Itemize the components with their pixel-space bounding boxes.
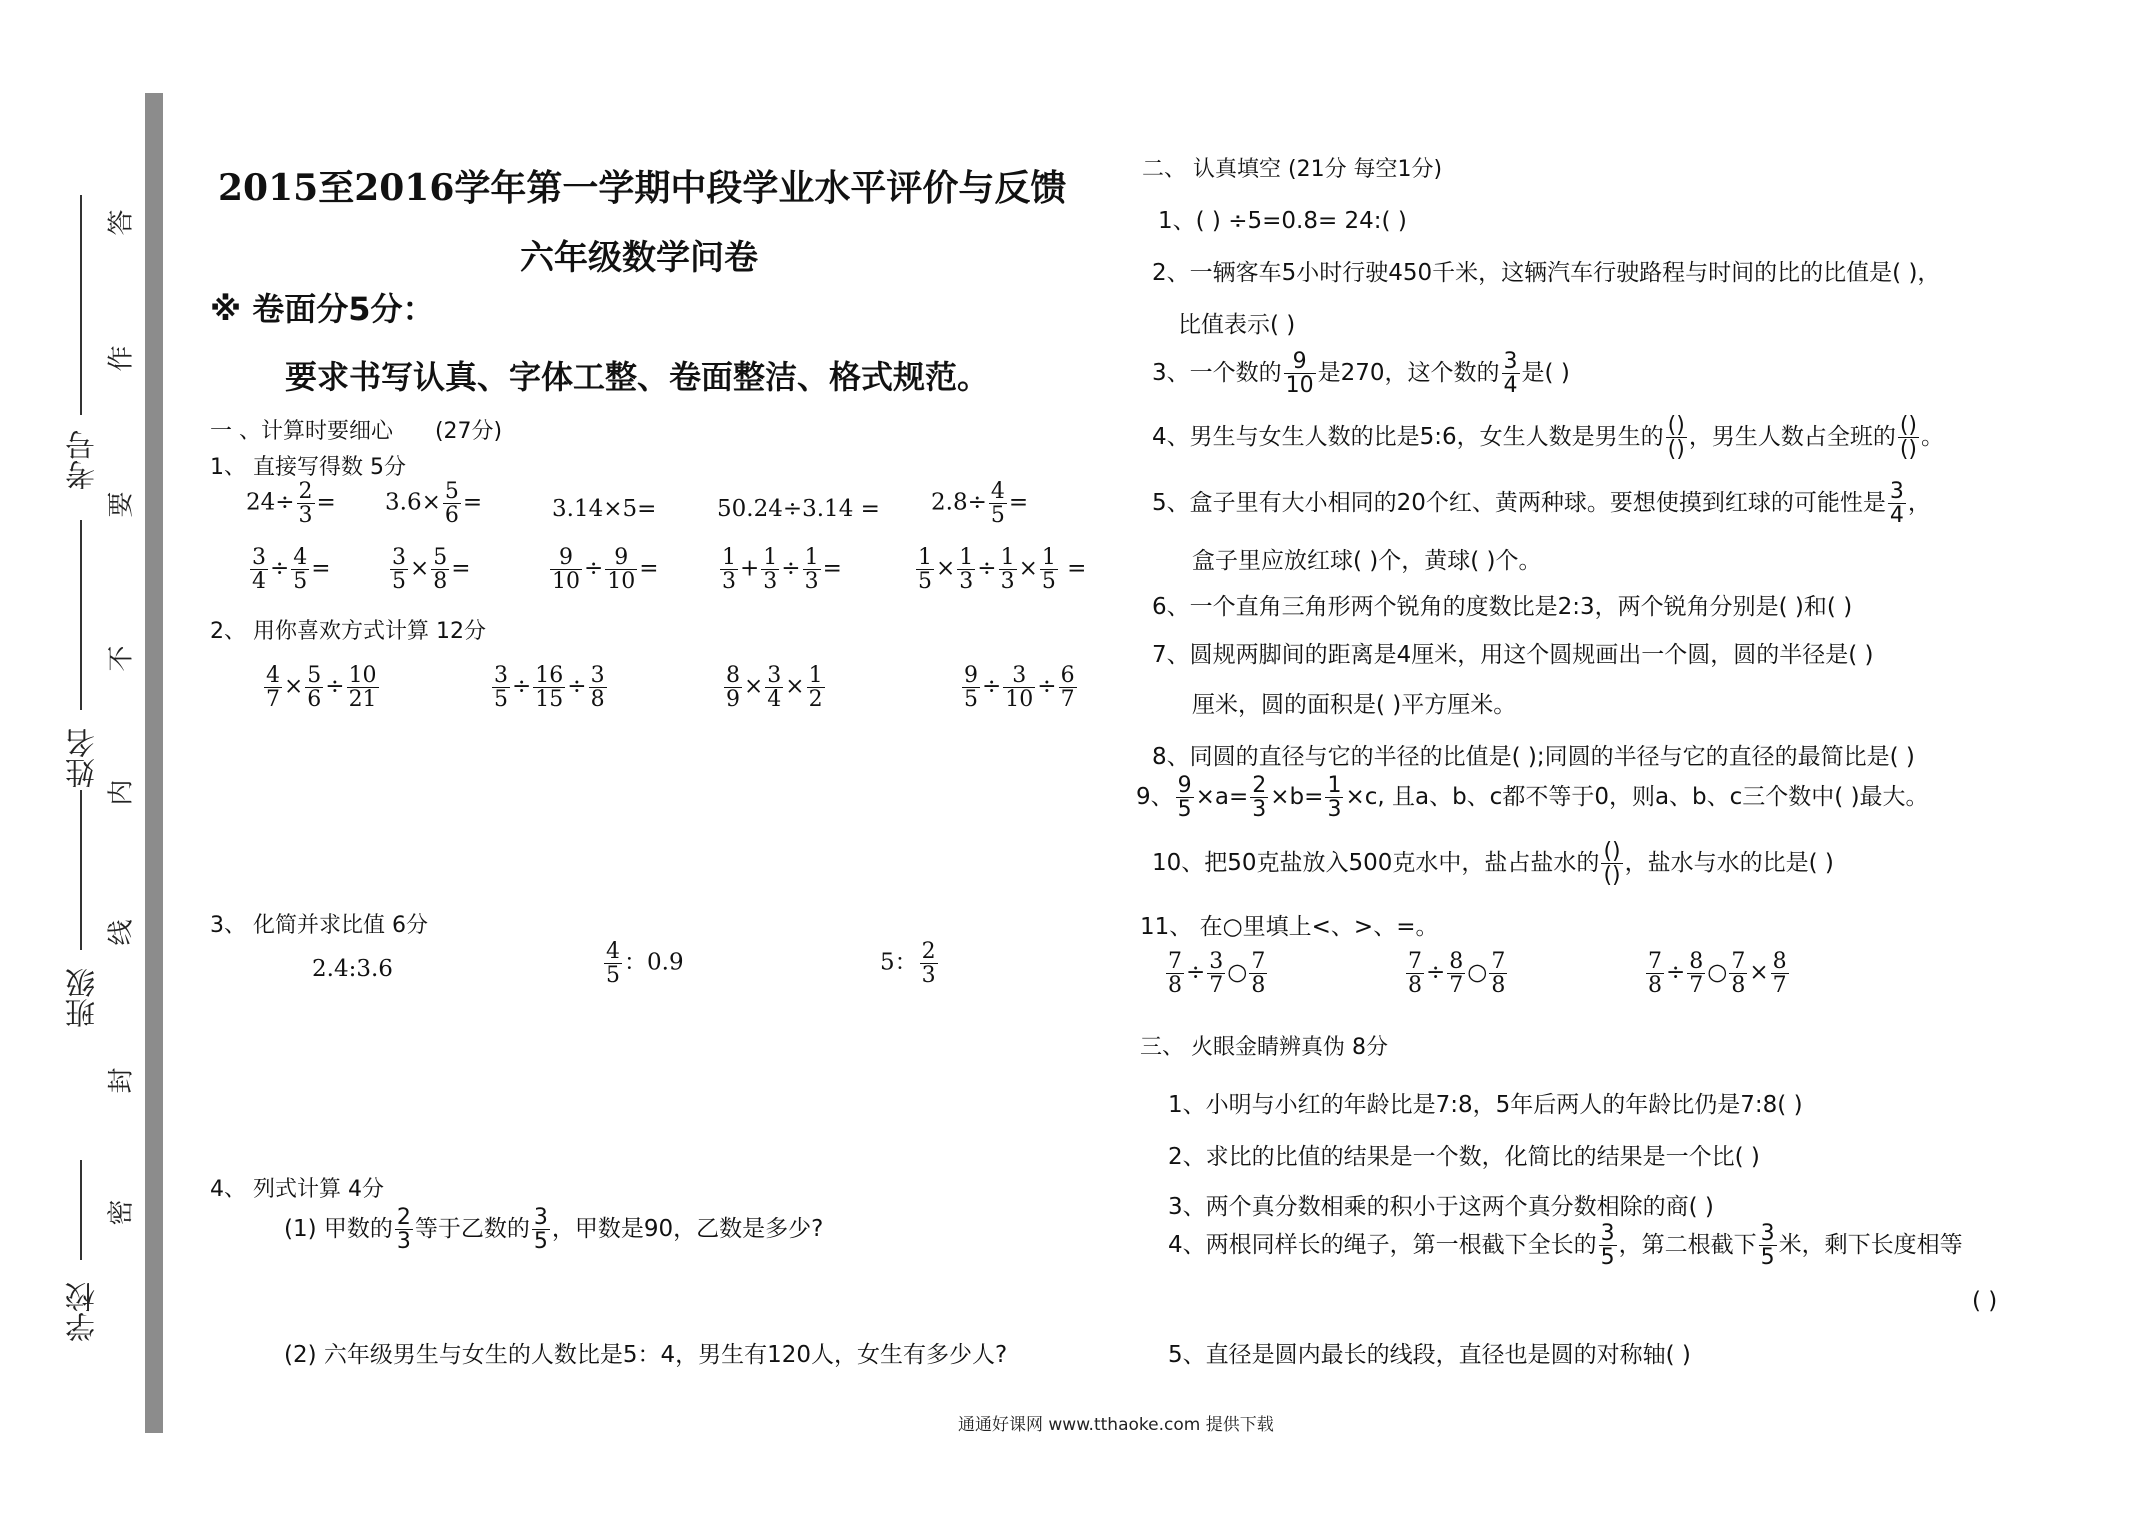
fill-q7-line2: 厘米，圆的面积是( )平方厘米。 <box>1192 692 1517 718</box>
fill-q9: 9、 $\frac{9}{5}$ ×a= $\frac{2}{3}$ ×b= $\frac{1}{3}$ ×c, 且a、b、c都不等于0，则a、b、c三个数中( )最大。 <box>1136 773 1929 823</box>
label-exam-number: 考号 <box>66 430 101 490</box>
writing-requirement: 要求书写认真、字体工整、卷面整洁、格式规范。 <box>285 358 990 396</box>
fill-q8: 8、同圆的直径与它的半径的比值是( );同圆的半径与它的直径的最简比是( ) <box>1152 744 1915 770</box>
compare-item-2: $\frac{7}{8}$ ÷ $\frac{8}{7}$ ○ $\frac{7}{8}$ <box>1408 949 1506 999</box>
fill-q5-line2: 盒子里应放红球( )个，黄球( )个。 <box>1192 548 1542 574</box>
ratio-item-1: 2.4:3.6 <box>312 956 393 982</box>
section3-title: 三、 火眼金睛辨真伪 8分 <box>1140 1035 1388 1060</box>
mental-item-5: 2.8÷ $\frac{4}{5}$ = <box>931 479 1029 529</box>
footer-source: 通通好课网 www.tthaoke.com 提供下载 <box>958 1415 1274 1435</box>
compare-item-3: $\frac{7}{8}$ ÷ $\frac{8}{7}$ ○ $\frac{7}{8}$ × $\frac{8}{7}$ <box>1648 949 1787 999</box>
calc-item-4: $\frac{9}{5}$ ÷ $\frac{3}{10}$ ÷ $\frac{6}{7}$ <box>964 663 1075 713</box>
mental-item-3: 3.14×5= <box>552 496 657 522</box>
part1-title: 1、 直接写得数 5分 <box>210 455 406 480</box>
seal-char-7: 封 <box>106 1067 137 1094</box>
mental-item-7: $\frac{3}{5}$ × $\frac{5}{8}$ = <box>392 545 471 595</box>
fill-q4: 4、男生与女生人数的比是5:6，女生人数是男生的 $\frac{()}{()}$ ，男生人数占全班的 $\frac{()}{()}$ 。 <box>1152 413 1944 463</box>
fill-q10: 10、把50克盐放入500克水中，盐占盐水的 $\frac{()}{()}$ ，盐水与水的比是( ) <box>1152 839 1834 889</box>
mental-item-2: 3.6× $\frac{5}{6}$ = <box>385 479 483 529</box>
ratio-item-2: $\frac{4}{5}$ ：0.9 <box>606 939 684 989</box>
judge-q4: 4、两根同样长的绳子，第一根截下全长的 $\frac{3}{5}$ ，第二根截下 $\frac{3}{5}$ 米，剩下长度相等 <box>1168 1221 1963 1271</box>
section1-title: 一 、计算时要细心 (27分) <box>210 419 503 444</box>
seal-char-1: 答 <box>106 209 137 236</box>
fill-q5-line1: 5、盒子里有大小相同的20个红、黄两种球。要想使摸到红球的可能性是 $\frac{3}{4}$ ， <box>1152 479 1931 529</box>
seal-char-5: 内 <box>106 779 137 806</box>
fill-q2-line2: 比值表示( ) <box>1178 312 1296 338</box>
fill-q2-line1: 2、一辆客车5小时行驶450千米，这辆汽车行驶路程与时间的比的比值是( )， <box>1152 260 1941 286</box>
blank-school <box>80 1160 82 1260</box>
mental-item-4: 50.24÷3.14 = <box>717 496 880 522</box>
exam-title: 2015至2016学年第一学期中段学业水平评价与反馈 <box>218 167 1067 209</box>
part4-title: 4、 列式计算 4分 <box>210 1177 384 1202</box>
label-name: 姓名 <box>66 728 101 788</box>
section2-title: 二、 认真填空 (21分 每空1分) <box>1142 157 1443 182</box>
calc-item-2: $\frac{3}{5}$ ÷ $\frac{16}{15}$ ÷ $\frac{3}{8}$ <box>494 663 605 713</box>
mental-item-6: $\frac{3}{4}$ ÷ $\frac{4}{5}$ = <box>252 545 331 595</box>
blank-name <box>80 520 82 710</box>
fill-q3: 3、一个数的 $\frac{9}{10}$ 是270，这个数的 $\frac{3}{4}$ 是( ) <box>1152 349 1570 399</box>
blank-exam-number <box>80 195 82 415</box>
judge-q2: 2、求比的比值的结果是一个数，化简比的结果是一个比( ) <box>1168 1144 1760 1170</box>
fill-q6: 6、一个直角三角形两个锐角的度数比是2:3，两个锐角分别是( )和( ) <box>1152 594 1853 620</box>
blank-class <box>80 790 82 950</box>
judge-q1: 1、小明与小红的年龄比是7:8，5年后两人的年龄比仍是7:8( ) <box>1168 1092 1803 1118</box>
part3-title: 3、 化简并求比值 6分 <box>210 913 428 938</box>
mental-item-1: 24÷ $\frac{2}{3}$ = <box>246 479 336 529</box>
exam-subtitle: 六年级数学问卷 <box>520 238 758 278</box>
fill-q7-line1: 7、圆规两脚间的距离是4厘米，用这个圆规画出一个圆，圆的半径是( ) <box>1152 642 1874 668</box>
part2-title: 2、 用你喜欢方式计算 12分 <box>210 619 486 644</box>
binding-margin-bar <box>145 93 163 1433</box>
calc-item-1: $\frac{4}{7}$ × $\frac{5}{6}$ ÷ $\frac{10}{21}$ <box>266 663 377 713</box>
fill-q1: 1、( ) ÷5=0.8= 24:( ) <box>1158 208 1407 234</box>
seal-char-2: 作 <box>106 345 137 372</box>
neatness-score: ※ 卷面分5分： <box>210 290 435 328</box>
judge-q5: 5、直径是圆内最长的线段，直径也是圆的对称轴( ) <box>1168 1342 1691 1368</box>
judge-q3: 3、两个真分数相乘的积小于这两个真分数相除的商( ) <box>1168 1194 1714 1220</box>
label-school: 学校 <box>66 1282 101 1342</box>
word-problem-1: (1) 甲数的 $\frac{2}{3}$ 等于乙数的 $\frac{3}{5}$ ，甲数是90，乙数是多少? <box>284 1205 824 1255</box>
ratio-item-3: 5： $\frac{2}{3}$ <box>880 939 936 989</box>
word-problem-2: (2) 六年级男生与女生的人数比是5：4，男生有120人，女生有多少人? <box>284 1342 1008 1368</box>
seal-char-4: 不 <box>106 645 137 672</box>
fill-q11: 11、 在○里填上<、>、=。 <box>1140 914 1439 940</box>
compare-item-1: $\frac{7}{8}$ ÷ $\frac{3}{7}$ ○ $\frac{7}{8}$ <box>1168 949 1266 999</box>
judge-q4-answer-paren: ( ) <box>1972 1288 1998 1314</box>
mental-item-10: $\frac{1}{5}$ × $\frac{1}{3}$ ÷ $\frac{1}{3}$ × $\frac{1}{5}$ = <box>918 545 1087 595</box>
mental-item-8: $\frac{9}{10}$ ÷ $\frac{9}{10}$ = <box>552 545 659 595</box>
seal-char-6: 线 <box>106 919 137 946</box>
calc-item-3: $\frac{8}{9}$ × $\frac{3}{4}$ × $\frac{1}{2}$ <box>726 663 823 713</box>
seal-char-8: 密 <box>106 1199 137 1226</box>
seal-char-3: 要 <box>106 491 137 518</box>
mental-item-9: $\frac{1}{3}$ + $\frac{1}{3}$ ÷ $\frac{1}{3}$ = <box>722 545 842 595</box>
label-class: 班级 <box>66 968 101 1028</box>
